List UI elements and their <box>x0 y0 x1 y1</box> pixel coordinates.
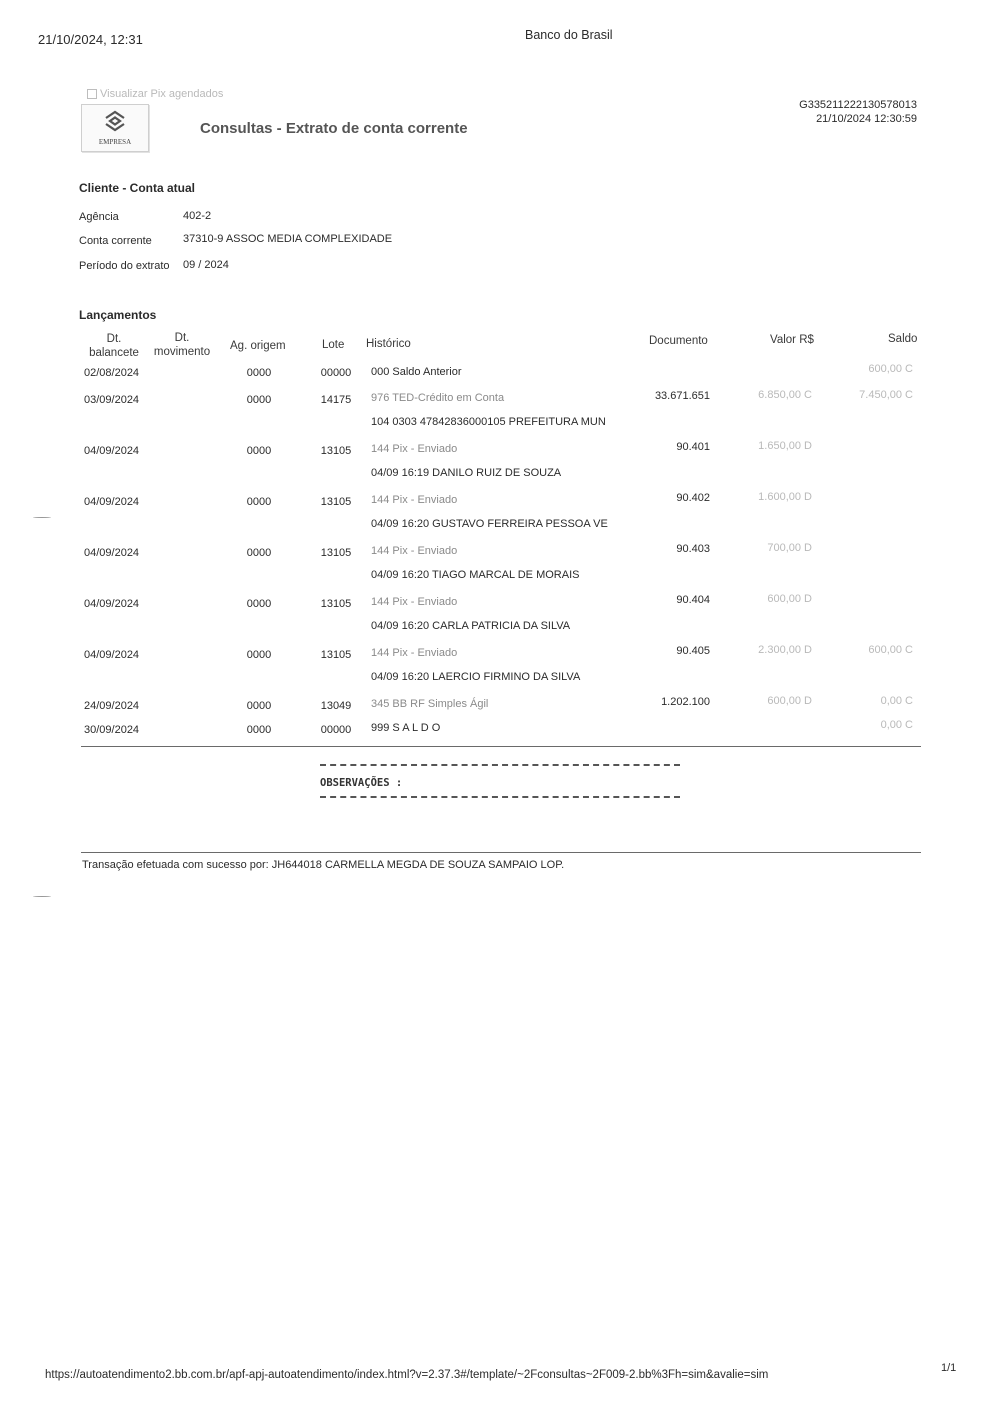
client-section-title: Cliente - Conta atual <box>79 181 196 195</box>
cell-dt: 04/09/2024 <box>84 496 140 508</box>
cell-lote: 13105 <box>320 547 352 559</box>
lancamentos-title: Lançamentos <box>79 308 157 322</box>
cell-saldo: 600,00 C <box>868 644 913 656</box>
cell-historico: 144 Pix - Enviado <box>371 596 458 608</box>
cell-valor: 600,00 D <box>767 593 812 605</box>
cell-dt: 04/09/2024 <box>84 445 140 457</box>
cell-documento: 90.401 <box>676 441 710 453</box>
col-dt-balancete-2: balancete <box>89 347 139 359</box>
cell-historico: 144 Pix - Enviado <box>371 494 458 506</box>
scan-punch-mark <box>33 517 51 518</box>
document-code: G335211222130578013 <box>799 99 917 111</box>
cell-historico-detail: 04/09 16:20 TIAGO MARCAL DE MORAIS <box>371 569 580 581</box>
cell-saldo: 0,00 C <box>880 719 913 731</box>
col-valor: Valor R$ <box>770 334 814 346</box>
observacoes-bottom-divider <box>320 796 680 798</box>
cell-dt: 04/09/2024 <box>84 598 140 610</box>
cell-documento: 90.405 <box>676 645 710 657</box>
cell-lote: 14175 <box>320 394 352 406</box>
cell-ag: 0000 <box>246 496 272 508</box>
logo-empresa-text: EMPRESA <box>98 138 132 146</box>
cell-dt: 04/09/2024 <box>84 649 140 661</box>
cell-documento: 1.202.100 <box>661 696 710 708</box>
cell-lote: 13105 <box>320 496 352 508</box>
periodo-label: Período do extrato <box>79 260 170 272</box>
transaction-note: Transação efetuada com sucesso por: JH644018 CARMELLA MEGDA DE SOUZA SAMPAIO LOP. <box>82 859 565 871</box>
pix-agendados-checkbox[interactable] <box>87 89 97 99</box>
bb-empresa-logo <box>81 104 149 152</box>
conta-value: 37310-9 ASSOC MEDIA COMPLEXIDADE <box>183 233 393 245</box>
observacoes-top-divider <box>320 764 680 766</box>
cell-valor: 600,00 D <box>767 695 812 707</box>
cell-saldo: 600,00 C <box>868 363 913 375</box>
col-historico: Histórico <box>366 338 411 350</box>
bb-logo-icon <box>103 110 127 132</box>
col-dt-movimento-2: movimento <box>153 346 211 358</box>
cell-historico: 976 TED-Crédito em Conta <box>371 392 505 404</box>
cell-historico-detail: 04/09 16:20 GUSTAVO FERREIRA PESSOA VE <box>371 518 608 530</box>
cell-valor: 2.300,00 D <box>758 644 812 656</box>
cell-ag: 0000 <box>246 649 272 661</box>
cell-lote: 13049 <box>320 700 352 712</box>
cell-dt: 04/09/2024 <box>84 547 140 559</box>
cell-ag: 0000 <box>246 724 272 736</box>
cell-documento: 33.671.651 <box>654 390 710 402</box>
observacoes-label: OBSERVAÇÕES : <box>320 777 403 789</box>
cell-ag: 0000 <box>246 547 272 559</box>
cell-dt: 03/09/2024 <box>84 394 140 406</box>
cell-lote: 00000 <box>320 367 352 379</box>
col-ag-origem: Ag. origem <box>230 340 286 352</box>
cell-documento: 90.403 <box>676 543 710 555</box>
cell-lote: 13105 <box>320 445 352 457</box>
cell-valor: 700,00 D <box>767 542 812 554</box>
cell-historico: 000 Saldo Anterior <box>371 366 462 378</box>
footer-rule <box>81 852 921 853</box>
print-datetime: 21/10/2024, 12:31 <box>38 32 143 47</box>
col-documento: Documento <box>649 335 708 347</box>
cell-saldo: 7.450,00 C <box>859 389 913 401</box>
cell-saldo: 0,00 C <box>880 695 913 707</box>
cell-historico: 144 Pix - Enviado <box>371 647 458 659</box>
cell-ag: 0000 <box>246 367 272 379</box>
cell-historico: 144 Pix - Enviado <box>371 443 458 455</box>
periodo-value: 09 / 2024 <box>183 259 229 271</box>
cell-documento: 90.402 <box>676 492 710 504</box>
cell-dt: 02/08/2024 <box>84 367 140 379</box>
cell-historico: 345 BB RF Simples Ágil <box>371 698 489 710</box>
cell-ag: 0000 <box>246 700 272 712</box>
pix-agendados-label: Visualizar Pix agendados <box>100 88 224 100</box>
cell-valor: 1.650,00 D <box>758 440 812 452</box>
print-url: https://autoatendimento2.bb.com.br/apf-apj-autoatendimento/index.html?v=2.37.3#/template/~2Fconsultas~2F009-2.bb%3Fh=sim&avalie=sim <box>45 1369 769 1381</box>
agencia-label: Agência <box>79 211 119 223</box>
cell-ag: 0000 <box>246 598 272 610</box>
scan-punch-mark <box>33 896 51 897</box>
cell-valor: 6.850,00 C <box>758 389 812 401</box>
col-dt-balancete-1: Dt. <box>106 333 122 345</box>
print-page-number: 1/1 <box>941 1362 957 1374</box>
col-dt-movimento-1: Dt. <box>174 332 190 344</box>
cell-historico-detail: 04/09 16:19 DANILO RUIZ DE SOUZA <box>371 467 562 479</box>
cell-historico: 144 Pix - Enviado <box>371 545 458 557</box>
cell-historico-detail: 104 0303 47842836000105 PREFEITURA MUN <box>371 416 606 428</box>
cell-valor: 1.600,00 D <box>758 491 812 503</box>
cell-ag: 0000 <box>246 445 272 457</box>
cell-historico: 999 S A L D O <box>371 722 441 734</box>
page-title: Consultas - Extrato de conta corrente <box>200 120 468 137</box>
document-datetime: 21/10/2024 12:30:59 <box>816 113 917 125</box>
table-bottom-rule <box>81 746 921 747</box>
cell-lote: 13105 <box>320 649 352 661</box>
col-lote: Lote <box>322 339 345 351</box>
col-saldo: Saldo <box>888 333 918 345</box>
cell-ag: 0000 <box>246 394 272 406</box>
cell-dt: 30/09/2024 <box>84 724 140 736</box>
agencia-value: 402-2 <box>183 210 212 222</box>
cell-documento: 90.404 <box>676 594 710 606</box>
cell-historico-detail: 04/09 16:20 LAERCIO FIRMINO DA SILVA <box>371 671 581 683</box>
cell-lote: 13105 <box>320 598 352 610</box>
print-bank-name: Banco do Brasil <box>525 28 613 42</box>
cell-historico-detail: 04/09 16:20 CARLA PATRICIA DA SILVA <box>371 620 571 632</box>
cell-lote: 00000 <box>320 724 352 736</box>
conta-label: Conta corrente <box>79 235 152 247</box>
cell-dt: 24/09/2024 <box>84 700 140 712</box>
